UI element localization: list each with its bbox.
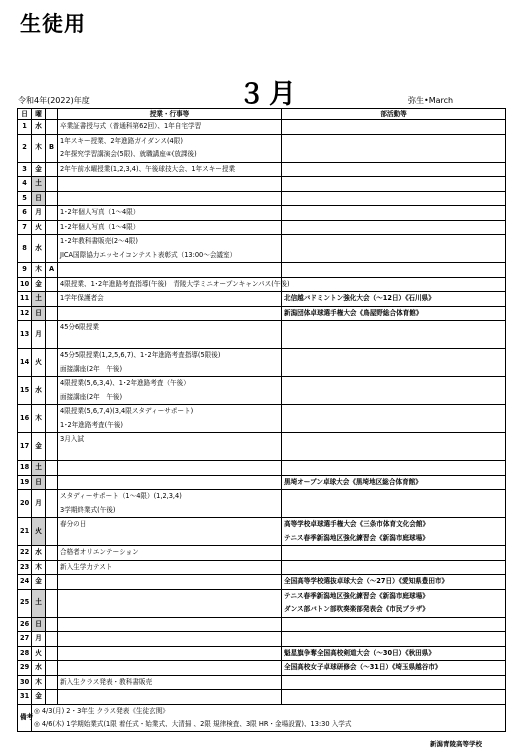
weekday-cell: 火	[32, 349, 46, 377]
weekday-cell: 火	[32, 646, 46, 661]
clubs-cell	[282, 220, 506, 235]
events-cell	[58, 134, 282, 162]
events-cell	[58, 235, 282, 263]
events-cell	[58, 461, 282, 476]
ab-cell	[46, 490, 58, 518]
table-row	[18, 377, 506, 405]
event-line: 1学年保護者会	[60, 294, 104, 302]
day-cell: 16	[18, 405, 32, 433]
ab-cell	[46, 206, 58, 221]
table-row	[18, 349, 506, 377]
clubs-cell	[282, 191, 506, 206]
weekday-cell: 金	[32, 433, 46, 461]
ab-cell: A	[46, 263, 58, 278]
day-cell: 4	[18, 177, 32, 192]
events-cell	[58, 191, 282, 206]
clubs-cell	[282, 162, 506, 177]
events-cell	[58, 263, 282, 278]
ab-cell	[46, 546, 58, 561]
club-line	[284, 263, 503, 277]
clubs-cell	[282, 589, 506, 617]
weekday-cell: 木	[32, 263, 46, 278]
notes-item: ◎ 4/3(月) 2・3年生 クラス発表《生徒玄関》	[34, 706, 169, 715]
club-line	[284, 242, 503, 256]
clubs-cell	[282, 661, 506, 676]
clubs-cell	[282, 490, 506, 518]
ab-cell	[46, 518, 58, 546]
header-ab	[46, 109, 58, 120]
day-cell: 5	[18, 191, 32, 206]
table-row	[18, 321, 506, 349]
day-cell: 28	[18, 646, 32, 661]
event-line: 45分6限授業	[60, 323, 99, 331]
event-line	[60, 177, 279, 191]
ab-cell	[46, 162, 58, 177]
event-line: 4限授業、1･2年進路考査指導(午後) 青陵大学ミニオープンキャンパス(午後)	[60, 279, 290, 288]
day-cell: 22	[18, 546, 32, 561]
ab-cell	[46, 575, 58, 590]
event-line: 3学期終業式(午後)	[60, 505, 116, 514]
clubs-cell	[282, 306, 506, 321]
clubs-cell	[282, 560, 506, 575]
table-row	[18, 518, 506, 546]
event-line: 3月入試	[60, 435, 84, 443]
ab-cell	[46, 405, 58, 433]
clubs-cell	[282, 646, 506, 661]
table-row	[18, 475, 506, 490]
clubs-cell	[282, 277, 506, 292]
day-cell: 2	[18, 134, 32, 162]
day-cell: 13	[18, 321, 32, 349]
ab-cell	[46, 632, 58, 647]
day-cell: 23	[18, 560, 32, 575]
schedule-table	[17, 108, 506, 732]
day-cell: 15	[18, 377, 32, 405]
events-cell	[58, 292, 282, 307]
day-cell: 29	[18, 661, 32, 676]
event-line	[60, 263, 279, 277]
clubs-cell	[282, 461, 506, 476]
ab-cell	[46, 589, 58, 617]
event-line: 新入生学力テスト	[60, 562, 113, 571]
clubs-cell	[282, 617, 506, 632]
ab-cell	[46, 349, 58, 377]
events-cell	[58, 321, 282, 349]
table-row	[18, 632, 506, 647]
club-line	[284, 177, 503, 191]
clubs-cell	[282, 518, 506, 546]
table-row	[18, 575, 506, 590]
ab-cell	[46, 191, 58, 206]
event-line: 1･2年個人写真（1～4限）	[60, 222, 140, 231]
ab-cell	[46, 646, 58, 661]
clubs-cell	[282, 405, 506, 433]
table-row	[18, 292, 506, 307]
table-row	[18, 661, 506, 676]
table-row	[18, 206, 506, 221]
events-cell	[58, 632, 282, 647]
event-line	[60, 532, 279, 546]
events-cell	[58, 575, 282, 590]
day-cell: 26	[18, 617, 32, 632]
weekday-cell: 日	[32, 617, 46, 632]
notes-item: ◎ 4/6(木) 1学期始業式(1限 着任式・始業式、大清掃 、2限 規律検査、3限 HR・金場設置)、13:30 入学式	[34, 719, 352, 728]
weekday-cell: 土	[32, 177, 46, 192]
club-line: テニス春季新潟地区強化練習会《新潟市庭球場》	[284, 591, 429, 600]
clubs-cell	[282, 134, 506, 162]
ab-cell	[46, 475, 58, 490]
clubs-cell	[282, 675, 506, 690]
event-line	[60, 335, 279, 349]
notes-label: 備考	[18, 704, 32, 731]
event-line: 4限授業(5,6,3,4)、1･2年進路考査（午後）	[60, 379, 190, 387]
day-cell: 24	[18, 575, 32, 590]
clubs-cell	[282, 321, 506, 349]
schedule-body	[18, 120, 506, 705]
header-clubs: 部活動等	[282, 109, 506, 120]
day-cell: 6	[18, 206, 32, 221]
weekday-cell: 月	[32, 206, 46, 221]
day-cell: 21	[18, 518, 32, 546]
event-line: スタディーサポート（1～4限）(1,2,3,4)	[60, 492, 182, 500]
club-line: 黒埼オープン卓球大会《黒埼地区総合体育館》	[284, 477, 422, 486]
clubs-cell	[282, 263, 506, 278]
ab-cell	[46, 120, 58, 135]
event-line: 合格者オリエンテーション	[60, 548, 139, 556]
ab-cell	[46, 306, 58, 321]
table-row	[18, 263, 506, 278]
club-line	[284, 497, 503, 511]
ab-cell	[46, 560, 58, 575]
clubs-cell	[282, 235, 506, 263]
events-cell	[58, 661, 282, 676]
club-line	[284, 561, 503, 575]
club-line	[284, 690, 503, 704]
event-line: 春分の日	[60, 520, 87, 528]
ab-cell	[46, 433, 58, 461]
weekday-cell: 金	[32, 162, 46, 177]
table-row	[18, 433, 506, 461]
table-row	[18, 120, 506, 135]
club-line	[284, 632, 503, 646]
events-cell	[58, 589, 282, 617]
event-line	[60, 476, 279, 490]
club-line: 魁星旗争奪全国高校剣道大会（～30日）《秋田県》	[284, 648, 435, 657]
fiscal-year-label: 令和4年(2022)年度	[18, 96, 90, 105]
ab-cell	[46, 617, 58, 632]
clubs-cell	[282, 292, 506, 307]
events-cell	[58, 546, 282, 561]
header-weekday: 曜	[32, 109, 46, 120]
weekday-cell: 水	[32, 661, 46, 676]
event-line: 面接講座(2年 午後)	[60, 364, 123, 373]
events-cell	[58, 675, 282, 690]
day-cell: 27	[18, 632, 32, 647]
table-row	[18, 235, 506, 263]
events-cell	[58, 405, 282, 433]
table-row	[18, 405, 506, 433]
clubs-cell	[282, 546, 506, 561]
table-row	[18, 177, 506, 192]
clubs-cell	[282, 349, 506, 377]
table-row	[18, 306, 506, 321]
events-cell	[58, 475, 282, 490]
weekday-cell: 火	[32, 518, 46, 546]
day-cell: 8	[18, 235, 32, 263]
ab-cell	[46, 235, 58, 263]
events-cell	[58, 206, 282, 221]
clubs-cell	[282, 377, 506, 405]
weekday-cell: 月	[32, 632, 46, 647]
weekday-cell: 金	[32, 575, 46, 590]
day-cell: 10	[18, 277, 32, 292]
club-line	[284, 676, 503, 690]
club-line	[284, 384, 503, 398]
weekday-cell: 月	[32, 321, 46, 349]
club-line	[284, 221, 503, 235]
day-cell: 9	[18, 263, 32, 278]
clubs-cell	[282, 177, 506, 192]
event-line	[60, 307, 279, 321]
day-cell: 7	[18, 220, 32, 235]
weekday-cell: 火	[32, 220, 46, 235]
events-cell	[58, 646, 282, 661]
club-line	[284, 412, 503, 426]
events-cell	[58, 349, 282, 377]
day-cell: 12	[18, 306, 32, 321]
table-row	[18, 461, 506, 476]
events-cell	[58, 120, 282, 135]
event-line: 45分5限授業(1,2,5,6,7)、1･2年進路考査指導(5限後)	[60, 351, 221, 359]
clubs-cell	[282, 475, 506, 490]
event-line	[60, 618, 279, 632]
event-line: 1･2年個人写真（1～4限）	[60, 208, 140, 216]
clubs-cell	[282, 433, 506, 461]
event-line: 面接講座(2年 午後)	[60, 392, 123, 401]
school-name: 新潟青陵高等学校	[430, 740, 482, 748]
month-title: ３月	[238, 79, 300, 110]
table-row	[18, 560, 506, 575]
events-cell	[58, 306, 282, 321]
day-cell: 20	[18, 490, 32, 518]
day-cell: 1	[18, 120, 32, 135]
table-row	[18, 617, 506, 632]
weekday-cell: 木	[32, 675, 46, 690]
club-line	[284, 141, 503, 155]
event-line: JICA国際協力エッセイコンテスト表彰式（13:00～会議室）	[60, 250, 237, 259]
event-line: 1･2年教科書販売(2～4限)	[60, 237, 138, 245]
notes-content	[32, 704, 506, 731]
day-cell: 30	[18, 675, 32, 690]
club-line	[284, 192, 503, 206]
weekday-cell: 水	[32, 235, 46, 263]
club-line	[284, 278, 503, 292]
weekday-cell: 木	[32, 405, 46, 433]
club-line	[284, 163, 503, 177]
events-cell	[58, 277, 290, 292]
ab-cell	[46, 461, 58, 476]
weekday-cell: 金	[32, 277, 46, 292]
event-line	[60, 447, 279, 461]
event-line	[60, 661, 279, 675]
table-row	[18, 589, 506, 617]
table-row	[18, 162, 506, 177]
table-row	[18, 134, 506, 162]
club-line: テニス春季新潟地区強化練習会《新潟市庭球場》	[284, 533, 429, 542]
weekday-cell: 木	[32, 134, 46, 162]
event-line	[60, 596, 279, 610]
header-day: 日	[18, 109, 32, 120]
table-row	[18, 490, 506, 518]
weekday-cell: 日	[32, 475, 46, 490]
event-line	[60, 461, 279, 475]
table-row	[18, 675, 506, 690]
day-cell: 31	[18, 690, 32, 705]
events-cell	[58, 433, 282, 461]
weekday-cell: 日	[32, 306, 46, 321]
day-cell: 3	[18, 162, 32, 177]
table-row	[18, 220, 506, 235]
weekday-cell: 水	[32, 377, 46, 405]
event-line: 2年探究学習講演会(5限)、就職講座④(放課後)	[60, 150, 197, 158]
ab-cell	[46, 277, 58, 292]
club-line	[284, 618, 503, 632]
notes-row	[18, 704, 506, 731]
club-line: 全国高校女子卓球研修会（～31日）《埼玉県越谷市》	[284, 663, 442, 671]
weekday-cell: 水	[32, 120, 46, 135]
clubs-cell	[282, 206, 506, 221]
event-line: 新入生クラス発表・教科書販売	[60, 677, 153, 686]
clubs-cell	[282, 690, 506, 705]
events-cell	[58, 177, 282, 192]
events-cell	[58, 220, 282, 235]
event-line: 1年スキー授業、2年進路ガイダンス(4限)	[60, 136, 183, 145]
weekday-cell: 金	[32, 690, 46, 705]
event-line	[60, 632, 279, 646]
weekday-cell: 土	[32, 292, 46, 307]
event-line	[60, 690, 279, 704]
club-line: 全国高等学校選抜卓球大会（～27日）《愛知県豊田市》	[284, 577, 449, 585]
weekday-cell: 木	[32, 560, 46, 575]
day-cell: 19	[18, 475, 32, 490]
events-cell	[58, 617, 282, 632]
table-row	[18, 277, 506, 292]
club-line: ダンス部バトン部吹奏楽部発表会《市民プラザ》	[284, 605, 429, 613]
weekday-cell: 日	[32, 191, 46, 206]
event-line: 1･2年進路考査(午後)	[60, 420, 123, 429]
club-line	[284, 356, 503, 370]
events-cell	[58, 560, 282, 575]
weekday-cell: 土	[32, 589, 46, 617]
for-students-title: 生徒用	[20, 12, 86, 36]
events-cell	[58, 518, 282, 546]
event-line	[60, 575, 279, 589]
day-cell: 17	[18, 433, 32, 461]
club-line: 高等学校卓球選手権大会《三条市体育文化会館》	[284, 520, 430, 528]
ab-cell	[46, 292, 58, 307]
day-cell: 25	[18, 589, 32, 617]
month-english: 弥生•March	[408, 96, 454, 105]
club-line	[284, 120, 503, 134]
events-cell	[58, 490, 282, 518]
clubs-cell	[282, 120, 506, 135]
header-events: 授業・行事等	[58, 109, 282, 120]
ab-cell	[46, 661, 58, 676]
weekday-cell: 月	[32, 490, 46, 518]
events-cell	[58, 690, 282, 705]
weekday-cell: 土	[32, 461, 46, 476]
ab-cell	[46, 690, 58, 705]
event-line: 4限授業(5,6,7,4)(3,4限スタディーサポート)	[60, 407, 194, 415]
club-line	[284, 461, 503, 475]
ab-cell	[46, 220, 58, 235]
table-row	[18, 690, 506, 705]
day-cell: 11	[18, 292, 32, 307]
events-cell	[58, 162, 282, 177]
ab-cell: B	[46, 134, 58, 162]
club-line: 新潟団体卓球選手権大会《鳥屋野総合体育館》	[284, 308, 423, 317]
table-row	[18, 546, 506, 561]
ab-cell	[46, 675, 58, 690]
day-cell: 14	[18, 349, 32, 377]
clubs-cell	[282, 632, 506, 647]
ab-cell	[46, 177, 58, 192]
table-row	[18, 646, 506, 661]
ab-cell	[46, 321, 58, 349]
events-cell	[58, 377, 282, 405]
weekday-cell: 水	[32, 546, 46, 561]
event-line	[60, 192, 279, 206]
clubs-cell	[282, 575, 506, 590]
table-header-row	[18, 109, 506, 120]
club-line	[284, 440, 503, 454]
event-line: 卒業証書授与式（普通科第62回）、1年自宅学習	[60, 122, 202, 130]
club-line	[284, 206, 503, 220]
ab-cell	[46, 377, 58, 405]
club-line: 北信越バドミントン強化大会（～12日）《石川県》	[284, 294, 435, 302]
club-line	[284, 328, 503, 342]
event-line	[60, 647, 279, 661]
table-row	[18, 191, 506, 206]
event-line: 2年午前水曜授業(1,2,3,4)、午後球技大会、1年スキー授業	[60, 164, 236, 173]
day-cell: 18	[18, 461, 32, 476]
club-line	[284, 546, 503, 560]
